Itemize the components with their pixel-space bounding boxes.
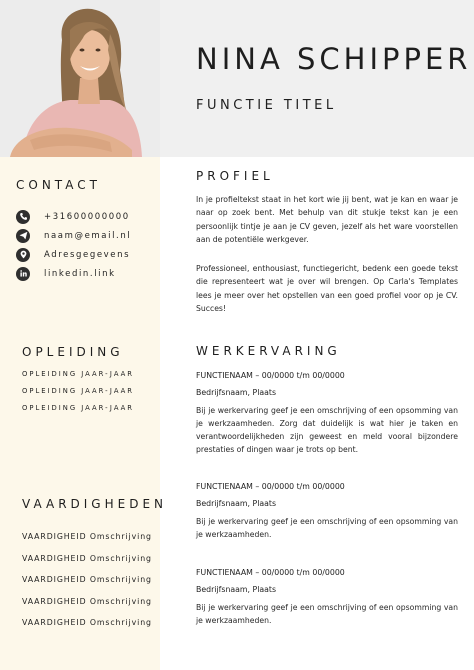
profile-photo (0, 0, 160, 157)
skill-item: VAARDIGHEID Omschrijving (22, 532, 152, 541)
job-entry-description: Bij je werkervaring geef je een omschrijving of een opsomming van je werkzaamheden. (196, 603, 458, 625)
education-item: OPLEIDING JAAR-JAAR (22, 387, 135, 395)
job-entry (196, 567, 458, 627)
contact-address (16, 245, 156, 264)
header-band (160, 0, 474, 157)
skill-item: VAARDIGHEID Omschrijving (22, 553, 152, 563)
education-list (22, 370, 134, 421)
skill-item: VAARDIGHEID Omschrijving (22, 596, 152, 606)
profile-paragraph-2: Professioneel, enthousiast, functiegericht, bedenk een goede tekst die representeert wat je over wil brengen. Op Carla's Templates lees je meer over het opstellen van een goed profiel voor op je CV. Succes! (196, 264, 458, 313)
job-entry (196, 370, 458, 456)
job-entry-company: Bedrijfsnaam, Plaats (196, 499, 277, 508)
skill-item: VAARDIGHEID Omschrijving (22, 618, 152, 627)
contact-linkedin (16, 264, 156, 283)
job-entry-title: FUNCTIENAAM – 00/0000 t/m 00/0000 (196, 371, 345, 380)
contact-linkedin-text[interactable]: linkedin.link (44, 268, 116, 279)
contact-list (16, 207, 156, 283)
profile-heading: PROFIEL (196, 169, 274, 183)
job-entry (196, 481, 458, 541)
education-item: OPLEIDING JAAR-JAAR (22, 404, 135, 412)
education-item: OPLEIDING JAAR-JAAR (22, 370, 135, 378)
profile-paragraph-1: In je profieltekst staat in het kort wie jij bent, wat je kan en waar je naar op zoek bent. Met behulp van dit stukje tekst kan je een persoonlijk tintje je aan je CV geven, jezelf als het ware voorstellen aan de potentiële werkgever. (196, 195, 458, 244)
education-heading: OPLEIDING (22, 345, 124, 359)
phone-icon (16, 210, 30, 224)
job-entry-company: Bedrijfsnaam, Plaats (196, 388, 277, 397)
contact-address-text: Adresgegevens (44, 249, 131, 260)
job-entry-description: Bij je werkervaring geef je een omschrijving of een opsomming van je werkzaamheden. Zorg dat duidelijk is wat hier je taken en verantwoordelijkheden zijn geweest en meld vooral bijzondere prestaties of dingen waar je trots op bent. (196, 406, 458, 454)
contact-email-text[interactable]: naam@email.nl (44, 230, 132, 241)
job-entry-company: Bedrijfsnaam, Plaats (196, 585, 277, 594)
contact-email (16, 226, 156, 245)
send-icon (16, 229, 30, 243)
linkedin-icon (16, 267, 30, 281)
job-entry-title: FUNCTIENAAM – 00/0000 t/m 00/0000 (196, 568, 345, 577)
skills-heading: VAARDIGHEDEN (22, 497, 168, 511)
contact-heading: CONTACT (16, 178, 101, 192)
location-pin-icon (16, 248, 30, 262)
job-entry-title: FUNCTIENAAM – 00/0000 t/m 00/0000 (196, 482, 345, 491)
experience-heading: WERKERVARING (196, 344, 341, 358)
job-title: FUNCTIE TITEL (196, 98, 337, 113)
skills-list (22, 532, 152, 640)
contact-phone (16, 207, 156, 226)
candidate-name: NINA SCHIPPER (196, 42, 472, 76)
job-entry-description: Bij je werkervaring geef je een omschrijving of een opsomming van je werkzaamheden. (196, 517, 458, 539)
contact-phone-text: +31600000000 (44, 211, 130, 222)
skill-item: VAARDIGHEID Omschrijving (22, 575, 152, 584)
